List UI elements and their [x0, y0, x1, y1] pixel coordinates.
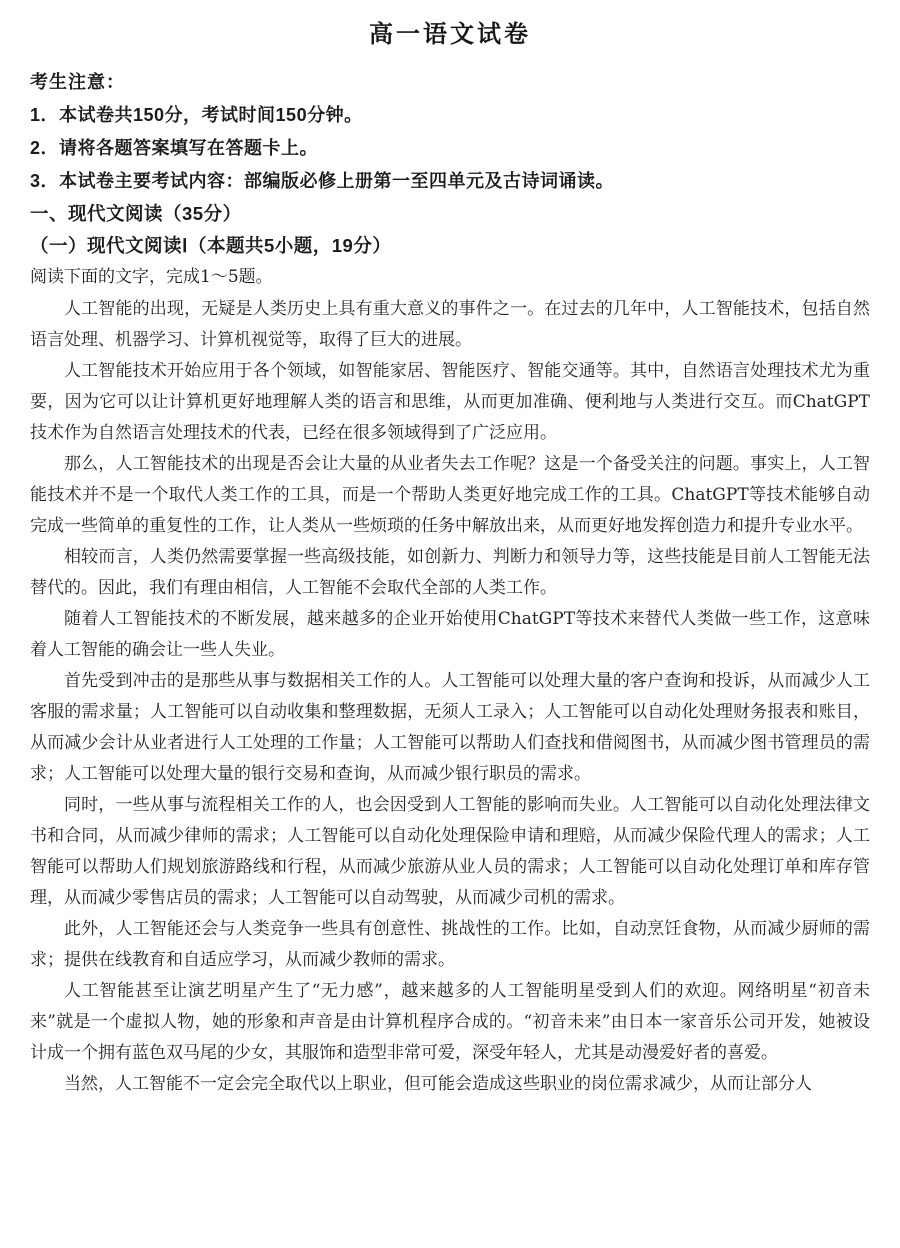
- passage-paragraph: 人工智能的出现，无疑是人类历史上具有重大意义的事件之一。在过去的几年中，人工智能技术，包括自然语言处理、机器学习、计算机视觉等，取得了巨大的进展。: [30, 299, 870, 350]
- passage-paragraph: 当然，人工智能不一定会完全取代以上职业，但可能会造成这些职业的岗位需求减少，从而让部分人: [64, 1074, 812, 1094]
- passage-paragraph: 那么，人工智能技术的出现是否会让大量的从业者失去工作呢？这是一个备受关注的问题。事实上，人工智能技术并不是一个取代人类工作的工具，而是一个帮助人类更好地完成工作的工具。ChatGPT等技术能够自动完成一些简单的重复性的工作，让人类从一些烦琐的任务中解放出来，从而更好地发挥创造力和提升专业水平。: [30, 454, 870, 536]
- passage-instruction: 阅读下面的文字，完成1～5题。: [30, 267, 273, 287]
- section-heading: 一、现代文阅读（35分）: [30, 203, 242, 224]
- page-title: 高一语文试卷: [369, 21, 531, 48]
- passage-paragraph: 随着人工智能技术的不断发展，越来越多的企业开始使用ChatGPT等技术来替代人类做一些工作，这意味着人工智能的确会让一些人失业。: [30, 609, 870, 660]
- notice-section: [30, 66, 870, 198]
- passage: [30, 294, 870, 1100]
- passage-paragraph: 此外，人工智能还会与人类竞争一些具有创意性、挑战性的工作。比如，自动烹饪食物，从而减少厨师的需求；提供在线教育和自适应学习，从而减少教师的需求。: [30, 919, 870, 970]
- passage-paragraph: 人工智能技术开始应用于各个领域，如智能家居、智能医疗、智能交通等。其中，自然语言处理技术尤为重要，因为它可以让计算机更好地理解人类的语言和思维，从而更加准确、便利地与人类进行交互。而ChatGPT技术作为自然语言处理技术的代表，已经在很多领域得到了广泛应用。: [30, 361, 870, 443]
- notice-heading: 考生注意：: [30, 72, 125, 92]
- notice-list: [30, 99, 870, 198]
- passage-paragraph: 同时，一些从事与流程相关工作的人，也会因受到人工智能的影响而失业。人工智能可以自动化处理法律文书和合同，从而减少律师的需求；人工智能可以自动化处理保险申请和理赔，从而减少保险代理人的需求；人工智能可以帮助人们规划旅游路线和行程，从而减少旅游从业人员的需求；人工智能可以自动化处理订单和库存管理，从而减少零售店员的需求；人工智能可以自动驾驶，从而减少司机的需求。: [30, 795, 870, 908]
- passage-paragraph: 相较而言，人类仍然需要掌握一些高级技能，如创新力、判断力和领导力等，这些技能是目前人工智能无法替代的。因此，我们有理由相信，人工智能不会取代全部的人类工作。: [30, 547, 870, 598]
- notice-item: 2．请将各题答案填写在答题卡上。: [30, 138, 319, 158]
- passage-paragraph: 首先受到冲击的是那些从事与数据相关工作的人。人工智能可以处理大量的客户查询和投诉，从而减少人工客服的需求量；人工智能可以自动收集和整理数据，无须人工录入；人工智能可以自动化处理财务报表和账目，从而减少会计从业者进行人工处理的工作量；人工智能可以帮助人们查找和借阅图书，从而减少图书管理员的需求；人工智能可以处理大量的银行交易和查询，从而减少银行职员的需求。: [30, 671, 870, 784]
- passage-paragraph: 人工智能甚至让演艺明星产生了“无力感”，越来越多的人工智能明星受到人们的欢迎。网络明星“初音未来”就是一个虚拟人物，她的形象和声音是由计算机程序合成的。“初音未来”由日本一家音乐公司开发，她被设计成一个拥有蓝色双马尾的少女，其服饰和造型非常可爱，深受年轻人，尤其是动漫爱好者的喜爱。: [30, 981, 870, 1063]
- notice-item: 1．本试卷共150分，考试时间150分钟。: [30, 105, 363, 125]
- section-subheading: （一）现代文阅读Ⅰ（本题共5小题，19分）: [30, 235, 392, 256]
- notice-item: 3．本试卷主要考试内容：部编版必修上册第一至四单元及古诗词诵读。: [30, 171, 615, 191]
